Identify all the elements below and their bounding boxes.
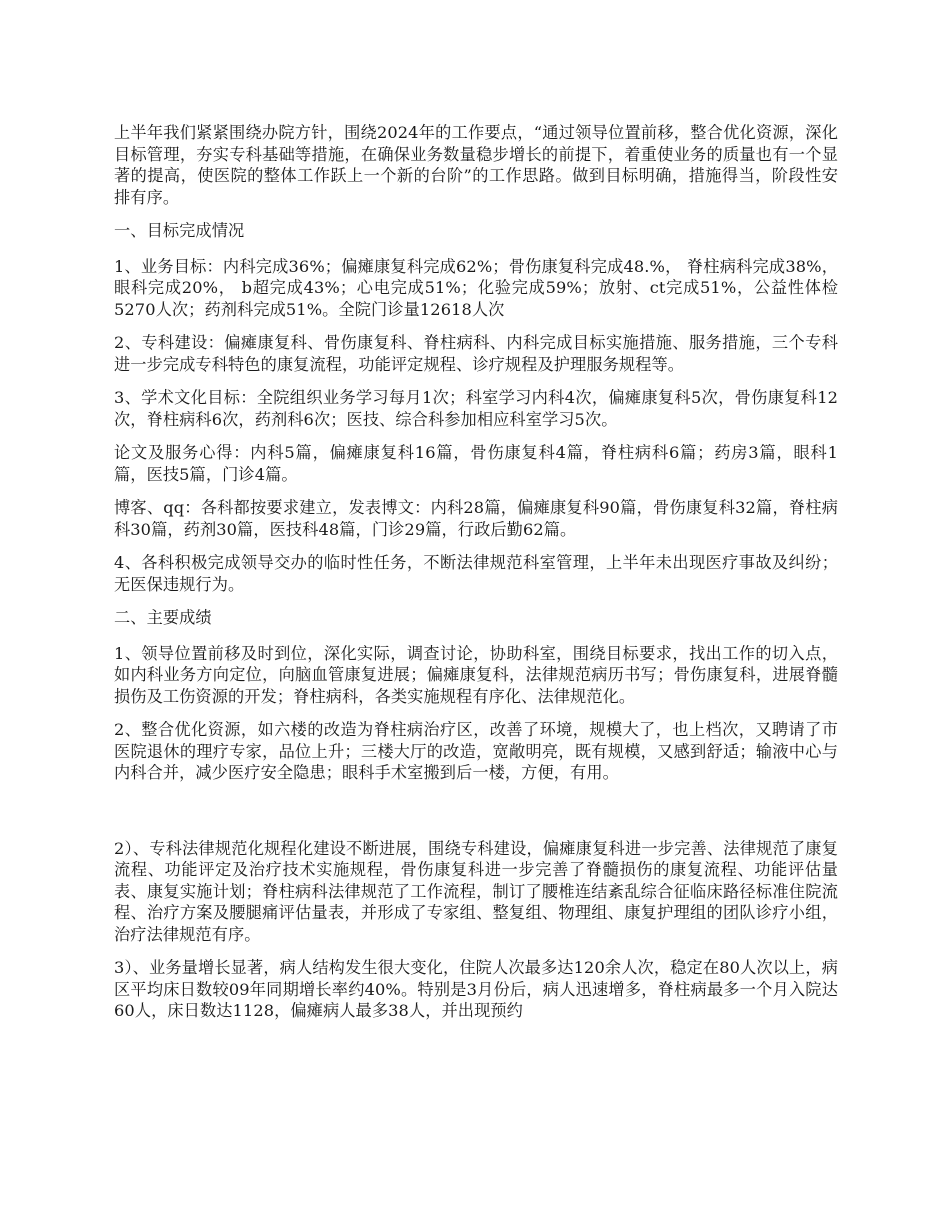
- goal-item-papers: 论文及服务心得：内科5篇，偏瘫康复科16篇，骨伤康复科4篇，脊柱病科6篇；药房3篇，眼科1篇，医技5篇，门诊4篇。: [114, 443, 838, 484]
- intro-paragraph: 上半年我们紧紧围绕办院方针，围绕2024年的工作要点，“通过领导位置前移，整合优化资源，深化目标管理，夯实专科基础等措施，在确保业务数量稳步增长的前提下，着重使业务的质量也有一个显著的提高，使医院的整体工作跃上一个新的台阶”的工作思路。做到目标明确，措施得当，阶段性安排有序。: [114, 123, 838, 207]
- paragraph-gap: [114, 796, 838, 838]
- goal-item-academic: 3、学术文化目标：全院组织业务学习每月1次；科室学习内科4次，偏瘫康复科5次，骨伤康复科12次，脊柱病科6次，药剂科6次；医技、综合科参加相应科室学习5次。: [114, 388, 838, 429]
- achievement-subitem-volume-growth: 3）、业务量增长显著，病人结构发生很大变化，住院人次最多达120余人次，稳定在80人次以上，病区平均床日数较09年同期增长率约40%。特别是3月份后，病人迅速增多，脊柱病最多一个月入院达60人，床日数达1128，偏瘫病人最多38人，并出现预约: [114, 958, 838, 1020]
- goal-item-blog: 博客、qq：各科都按要求建立，发表博文：内科28篇，偏瘫康复科90篇，骨伤康复科32篇，脊柱病科30篇，药剂30篇，医技科48篇，门诊29篇，行政后勤62篇。: [114, 498, 838, 539]
- document-body: [114, 122, 838, 1034]
- goal-item-tasks: 4、各科积极完成领导交办的临时性任务，不断法律规范科室管理，上半年未出现医疗事故及纠纷；无医保违规行为。: [114, 553, 838, 594]
- achievement-item-resources: 2、整合优化资源，如六楼的改造为脊柱病治疗区，改善了环境，规模大了，也上档次，又聘请了市医院退休的理疗专家，品位上升；三楼大厅的改造，宽敞明亮，既有规模，又感到舒适；输液中心与内科合并，减少医疗安全隐患；眼科手术室搬到后一楼，方便，有用。: [114, 720, 838, 782]
- section-heading-goals: 一、目标完成情况: [114, 221, 245, 240]
- goal-item-business: 1、业务目标：内科完成36%；偏瘫康复科完成62%；骨伤康复科完成48.%， 脊柱病科完成38%，眼科完成20%， b超完成43%；心电完成51%；化验完成59%；放射、ct完成51%，公益性体检5270人次；药剂科完成51%。全院门诊量12618人次: [114, 256, 838, 319]
- achievement-item-leadership: 1、领导位置前移及时到位，深化实际，调查讨论，协助科室，围绕目标要求，找出工作的切入点，如内科业务方向定位，向脑血管康复进展；偏瘫康复科，法律规范病历书写；骨伤康复科，进展脊髓损伤及工伤资源的开发；脊柱病科，各类实施规程有序化、法律规范化。: [114, 643, 838, 706]
- section-heading-achievements: 二、主要成绩: [114, 608, 212, 627]
- achievement-subitem-specialty-standards: 2）、专科法律规范化规程化建设不断进展，围绕专科建设，偏瘫康复科进一步完善、法律规范了康复流程、功能评定及治疗技术实施规程，骨伤康复科进一步完善了脊髓损伤的康复流程、功能评估量表、康复实施计划；脊柱病科法律规范了工作流程，制订了腰椎连结紊乱综合征临床路径标准住院流程、治疗方案及腰腿痛评估量表，并形成了专家组、整复组、物理组、康复护理组的团队诊疗小组，治疗法律规范有序。: [114, 838, 838, 944]
- goal-item-specialty: 2、专科建设：偏瘫康复科、骨伤康复科、脊柱病科、内科完成目标实施措施、服务措施，三个专科进一步完成专科特色的康复流程，功能评定规程、诊疗规程及护理服务规程等。: [114, 333, 838, 374]
